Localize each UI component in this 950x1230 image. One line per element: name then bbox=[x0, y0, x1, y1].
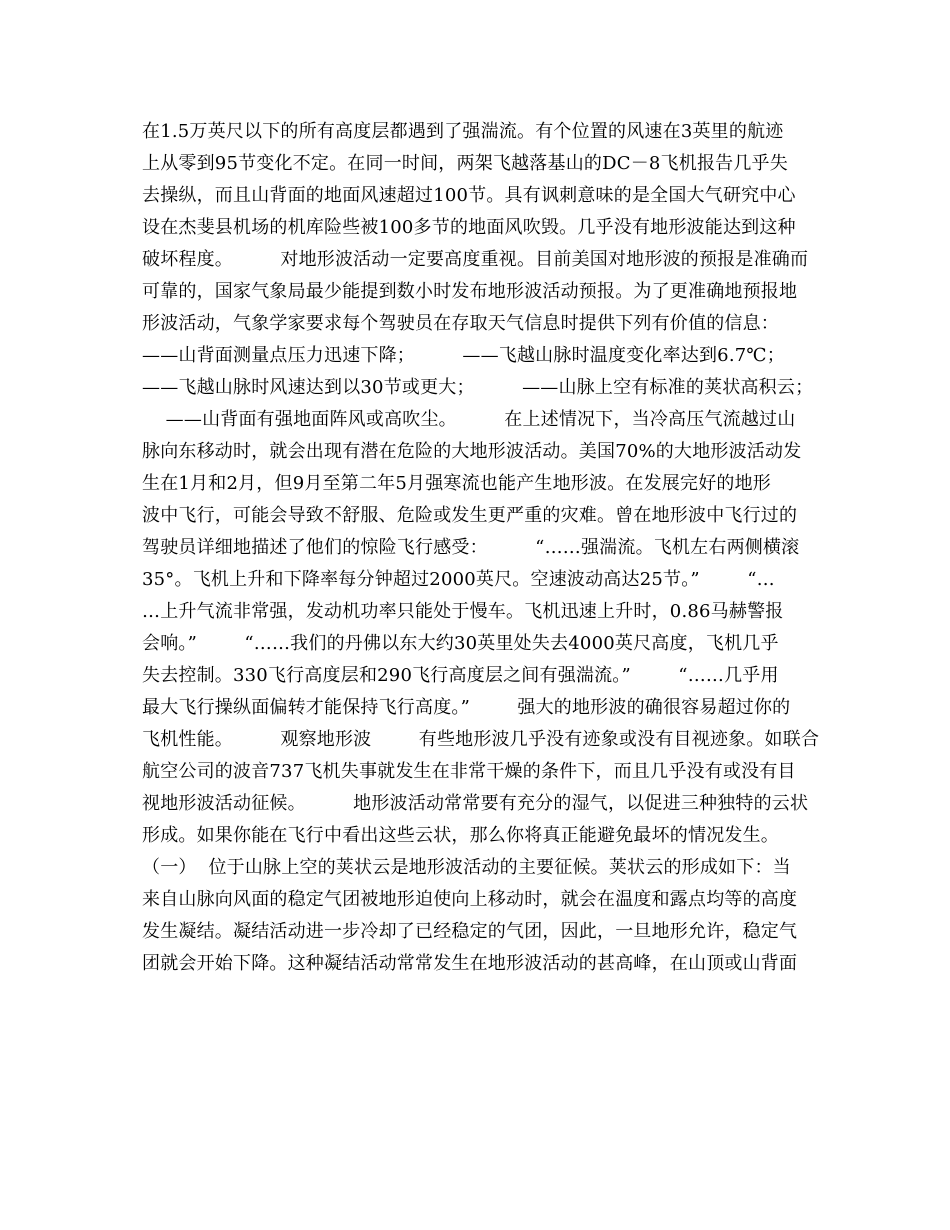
text-line: 形成。如果你能在飞行中看出这些云状，那么你将真正能避免最坏的情况发生。 bbox=[142, 825, 779, 846]
text-line: 失去控制。330飞行高度层和290飞行高度层之间有强湍流。” “……几乎用 bbox=[142, 665, 779, 686]
text-line: 来自山脉向风面的稳定气团被地形迫使向上移动时，就会在温度和露点均等的高度 bbox=[142, 889, 798, 910]
text-line: ——飞越山脉时风速达到以30节或更大； ——山脉上空有标准的荚状高积云； bbox=[142, 377, 814, 398]
text-line: 破坏程度。 对地形波活动一定要高度重视。目前美国对地形波的预报是准确而 bbox=[142, 249, 809, 270]
text-line: 生在1月和2月，但9月至第二年5月强寒流也能产生地形波。在发展完好的地形 bbox=[142, 473, 772, 494]
text-line: ——山背面测量点压力迅速下降； ——飞越山脉时温度变化率达到6.7℃； bbox=[142, 345, 785, 366]
text-line: 团就会开始下降。这种凝结活动常常发生在地形波活动的甚高峰，在山顶或山背面 bbox=[142, 953, 798, 974]
text-line: 视地形波活动征候。 地形波活动常常要有充分的湿气，以促进三种独特的云状 bbox=[142, 793, 809, 814]
text-line: 可靠的，国家气象局最少能提到数小时发布地形波活动预报。为了更准确地预报地 bbox=[142, 281, 798, 302]
text-line: 最大飞行操纵面偏转才能保持飞行高度。” 强大的地形波的确很容易超过你的 bbox=[142, 697, 791, 718]
text-line: 波中飞行，可能会导致不舒服、危险或发生更严重的灾难。曾在地形波中飞行过的 bbox=[142, 505, 798, 526]
text-line: 脉向东移动时，就会出现有潜在危险的大地形波活动。美国70%的大地形波活动发 bbox=[142, 441, 802, 462]
text-line: 上从零到95节变化不定。在同一时间，两架飞越落基山的DC－8飞机报告几乎失 bbox=[142, 153, 788, 174]
text-line: 飞机性能。 观察地形波 有些地形波几乎没有迹象或没有目视迹象。如联合 bbox=[142, 729, 820, 750]
text-line: 设在杰斐县机场的机库险些被100多节的地面风吹毁。几乎没有地形波能达到这种 bbox=[142, 217, 796, 238]
text-line: ——山背面有强地面阵风或高吹尘。 在上述情况下，当冷高压气流越过山 bbox=[142, 409, 796, 430]
text-line: 航空公司的波音737飞机失事就发生在非常干燥的条件下，而且几乎没有或没有目 bbox=[142, 761, 796, 782]
text-line: 去操纵，而且山背面的地面风速超过100节。具有讽刺意味的是全国大气研究中心 bbox=[142, 185, 796, 206]
text-line: …上升气流非常强，发动机功率只能处于慢车。飞机迅速上升时，0.86马赫警报 bbox=[142, 601, 784, 622]
text-line: 发生凝结。凝结活动进一步冷却了已经稳定的气团，因此，一旦地形允许，稳定气 bbox=[142, 921, 798, 942]
text-line: 形波活动，气象学家要求每个驾驶员在存取天气信息时提供下列有价值的信息： bbox=[142, 313, 779, 334]
text-line: 会响。” “……我们的丹佛以东大约30英里处失去4000英尺高度，飞机几乎 bbox=[142, 633, 779, 654]
text-line: （一） 位于山脉上空的荚状云是地形波活动的主要征候。荚状云的形成如下：当 bbox=[142, 857, 791, 878]
text-line: 在1.5万英尺以下的所有高度层都遇到了强湍流。有个位置的风速在3英里的航迹 bbox=[142, 121, 784, 142]
text-line: 35°。飞机上升和下降率每分钟超过2000英尺。空速波动高达25节。” “… bbox=[142, 569, 775, 590]
text-line: 驾驶员详细地描述了他们的惊险飞行感受： “……强湍流。飞机左右两侧横滚 bbox=[142, 537, 800, 558]
